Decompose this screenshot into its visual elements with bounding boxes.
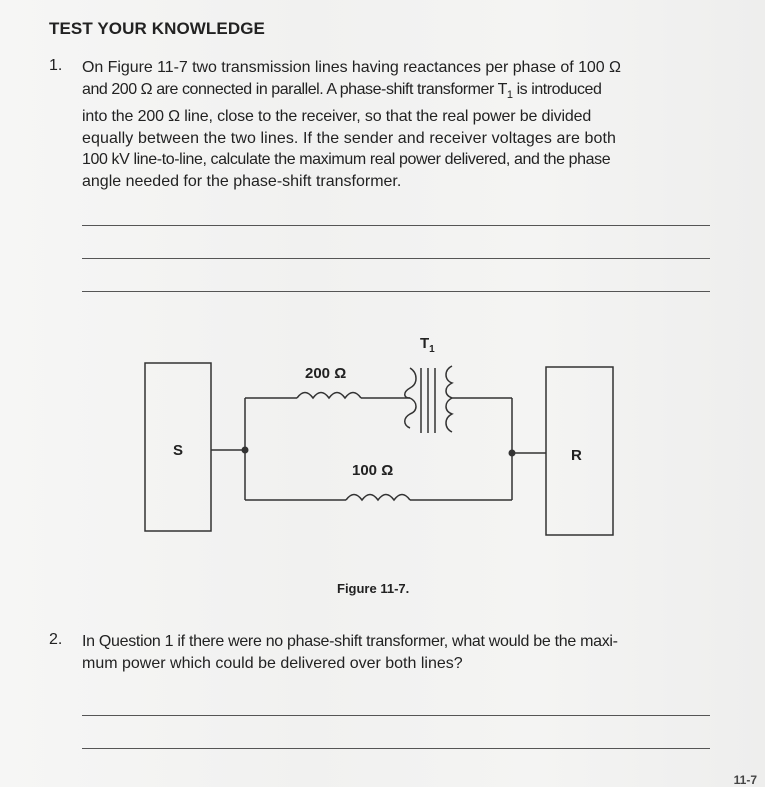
transformer-primary-bottom [405,398,416,428]
question-1-line-3: into the 200 Ω line, close to the receiver, so that the real power be divided [82,108,592,126]
upper-inductor [297,393,361,399]
lower-reactance-label: 100 Ω [352,462,394,479]
question-2-number: 2. [49,631,63,648]
question-1-line-4: equally between the two lines. If the sender and receiver voltages are both [82,129,617,147]
answer-line-2b [82,748,710,749]
sender-label: S [173,442,184,459]
page-number: 11-7 [733,773,757,787]
question-2-line-2: mum power which could be delivered over both lines? [82,654,463,672]
question-1-line-5: 100 kV line-to-line, calculate the maximum real power delivered, and the phase [82,151,611,169]
question-1-line-2-subscript: 1 [506,88,513,101]
question-2-text [82,631,722,674]
transformer-label [420,335,435,355]
transformer-label-main: T [420,335,430,352]
question-1-line-1: On Figure 11-7 two transmission lines having reactances per phase of 100 Ω [82,59,621,76]
question-1-line-2-main: and 200 Ω are connected in parallel. A phase-shift transformer T [82,80,507,98]
question-1-number: 1. [49,57,63,74]
transformer-secondary-bottom [446,398,452,432]
lower-inductor [346,495,410,501]
upper-reactance-label: 200 Ω [305,365,347,382]
question-2-line-1: In Question 1 if there were no phase-shift transformer, what would be the maxi- [82,633,618,650]
question-1-line-2-tail: is introduced [512,80,602,98]
receiver-node [509,450,516,457]
receiver-label: R [571,447,582,464]
section-heading: TEST YOUR KNOWLEDGE [49,19,265,38]
figure-caption: Figure 11-7. [337,581,410,596]
transformer-label-subscript: 1 [429,344,435,355]
question-1-line-6: angle needed for the phase-shift transformer. [82,172,402,190]
answer-line-2a [82,715,710,716]
transformer-secondary-top [446,366,452,398]
sender-node [242,447,249,454]
transformer-primary-top [405,368,416,398]
